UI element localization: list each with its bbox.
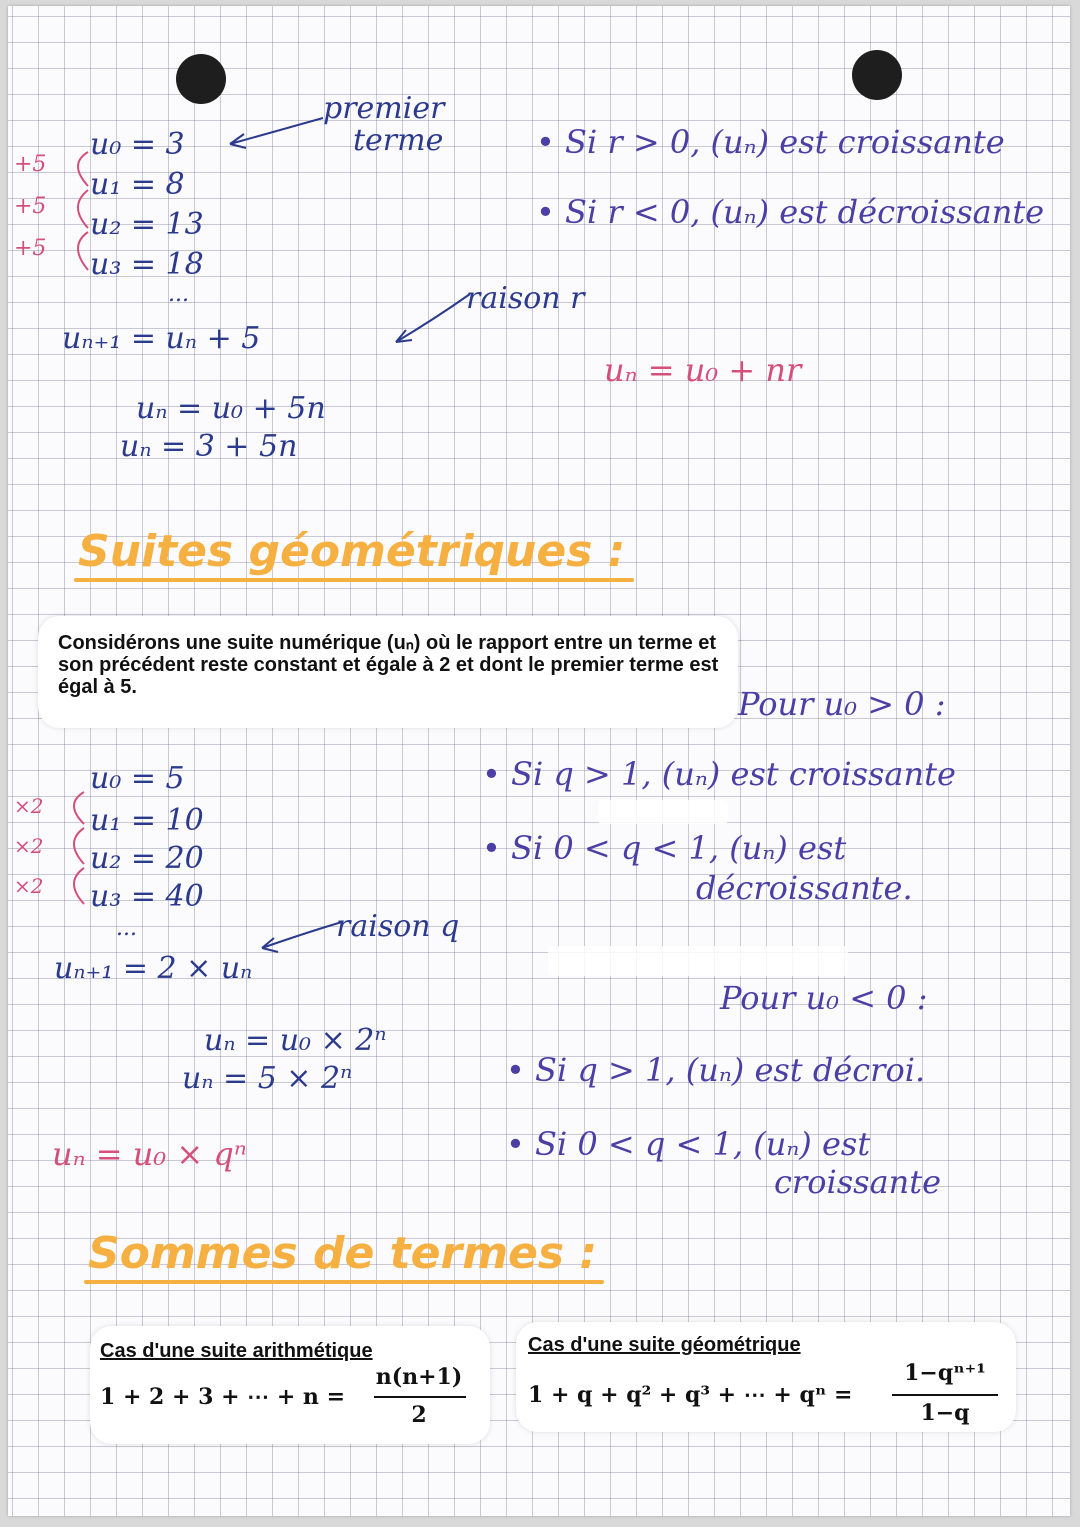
geo-general-formula: uₙ = u₀ × qⁿ <box>52 1135 247 1173</box>
notebook-page <box>8 6 1070 1516</box>
arith-rule-increasing: • Si r > 0, (uₙ) est croissante <box>536 123 1005 161</box>
geo-neg-title: Pour u₀ < 0 : <box>720 979 928 1017</box>
arith-rule-decreasing: • Si r < 0, (uₙ) est décroissante <box>536 193 1045 231</box>
arrow-icon <box>386 290 476 350</box>
geo-u1: u₁ = 10 <box>90 803 204 838</box>
arith-u3: u₃ = 18 <box>90 247 204 282</box>
geo-dots: ... <box>116 916 137 941</box>
binder-hole-right <box>852 50 902 100</box>
sum-arith-denominator: 2 <box>411 1402 427 1428</box>
geo-pos-rule-2a: • Si 0 < q < 1, (uₙ) est <box>482 829 847 867</box>
geo-u0: u₀ = 5 <box>90 761 185 796</box>
arith-recurrence: uₙ₊₁ = uₙ + 5 <box>62 321 261 356</box>
arith-dots: ... <box>168 282 189 307</box>
geo-neg-rule-2b: croissante <box>774 1163 942 1201</box>
geo-u2: u₂ = 20 <box>90 841 204 876</box>
sum-geo-lhs: 1 + q + q² + q³ + ⋯ + qⁿ = <box>528 1382 853 1408</box>
geo-neg-rule-1: • Si q > 1, (uₙ) est décroi. <box>506 1051 926 1089</box>
times2-label-3: ×2 <box>14 874 44 898</box>
geo-pos-title: Pour u₀ > 0 : <box>738 685 946 723</box>
premier-terme-label-2: terme <box>353 123 444 158</box>
geo-pos-rule-1: • Si q > 1, (uₙ) est croissante <box>482 755 956 793</box>
plus5-label-1: +5 <box>14 152 47 177</box>
arith-u1: u₁ = 8 <box>90 167 185 202</box>
plus5-label-3: +5 <box>14 236 47 261</box>
sum-arith-heading: Cas d'une suite arithmétique <box>100 1340 373 1362</box>
eraser-mark <box>548 946 848 976</box>
sum-geo-heading: Cas d'une suite géométrique <box>528 1334 801 1356</box>
arith-explicit-1: uₙ = u₀ + 5n <box>136 391 326 426</box>
sum-geo-numerator: 1−qⁿ⁺¹ <box>904 1360 986 1386</box>
bracket-arrows-icon <box>60 786 90 910</box>
arith-general-formula: uₙ = u₀ + nr <box>604 351 802 389</box>
eraser-mark <box>598 800 728 824</box>
premier-terme-label-1: premier <box>323 91 445 126</box>
geo-recurrence: uₙ₊₁ = 2 × uₙ <box>54 951 253 986</box>
geo-statement-text: Considérons une suite numérique (uₙ) où le rapport entre un terme et son précédent reste constant et égale à 2 et dont le premier terme est égal à 5. <box>58 632 719 698</box>
geo-explicit-1: uₙ = u₀ × 2ⁿ <box>204 1023 387 1058</box>
geo-title-underline <box>74 578 634 582</box>
times2-label-2: ×2 <box>14 834 44 858</box>
sum-arith-numerator: n(n+1) <box>375 1364 463 1390</box>
sum-arith-card <box>90 1326 490 1444</box>
sum-arith-fraction-bar <box>374 1396 466 1398</box>
arrow-icon <box>218 114 328 150</box>
sum-geo-card <box>516 1322 1016 1432</box>
geo-pos-rule-2b: décroissante. <box>696 869 913 907</box>
plus5-label-2: +5 <box>14 194 47 219</box>
geo-neg-rule-2a: • Si 0 < q < 1, (uₙ) est <box>506 1125 871 1163</box>
binder-hole-left <box>176 54 226 104</box>
sums-section-title: Sommes de termes : <box>88 1228 597 1279</box>
sum-arith-lhs: 1 + 2 + 3 + ⋯ + n = <box>100 1384 346 1410</box>
geo-section-title: Suites géométriques : <box>78 526 626 577</box>
arith-explicit-2: uₙ = 3 + 5n <box>120 429 298 464</box>
raison-q-label: raison q <box>336 909 460 944</box>
times2-label-1: ×2 <box>14 794 44 818</box>
geo-u3: u₃ = 40 <box>90 879 204 914</box>
geo-explicit-2: uₙ = 5 × 2ⁿ <box>182 1061 353 1096</box>
sum-geo-fraction-bar <box>892 1394 998 1396</box>
geo-statement-card <box>38 616 738 728</box>
sum-geo-denominator: 1−q <box>920 1400 970 1426</box>
arith-u2: u₂ = 13 <box>90 207 204 242</box>
sums-title-underline <box>84 1280 604 1284</box>
arrow-icon <box>248 918 348 954</box>
arith-u0: u₀ = 3 <box>90 127 185 162</box>
raison-r-label: raison r <box>466 281 585 316</box>
